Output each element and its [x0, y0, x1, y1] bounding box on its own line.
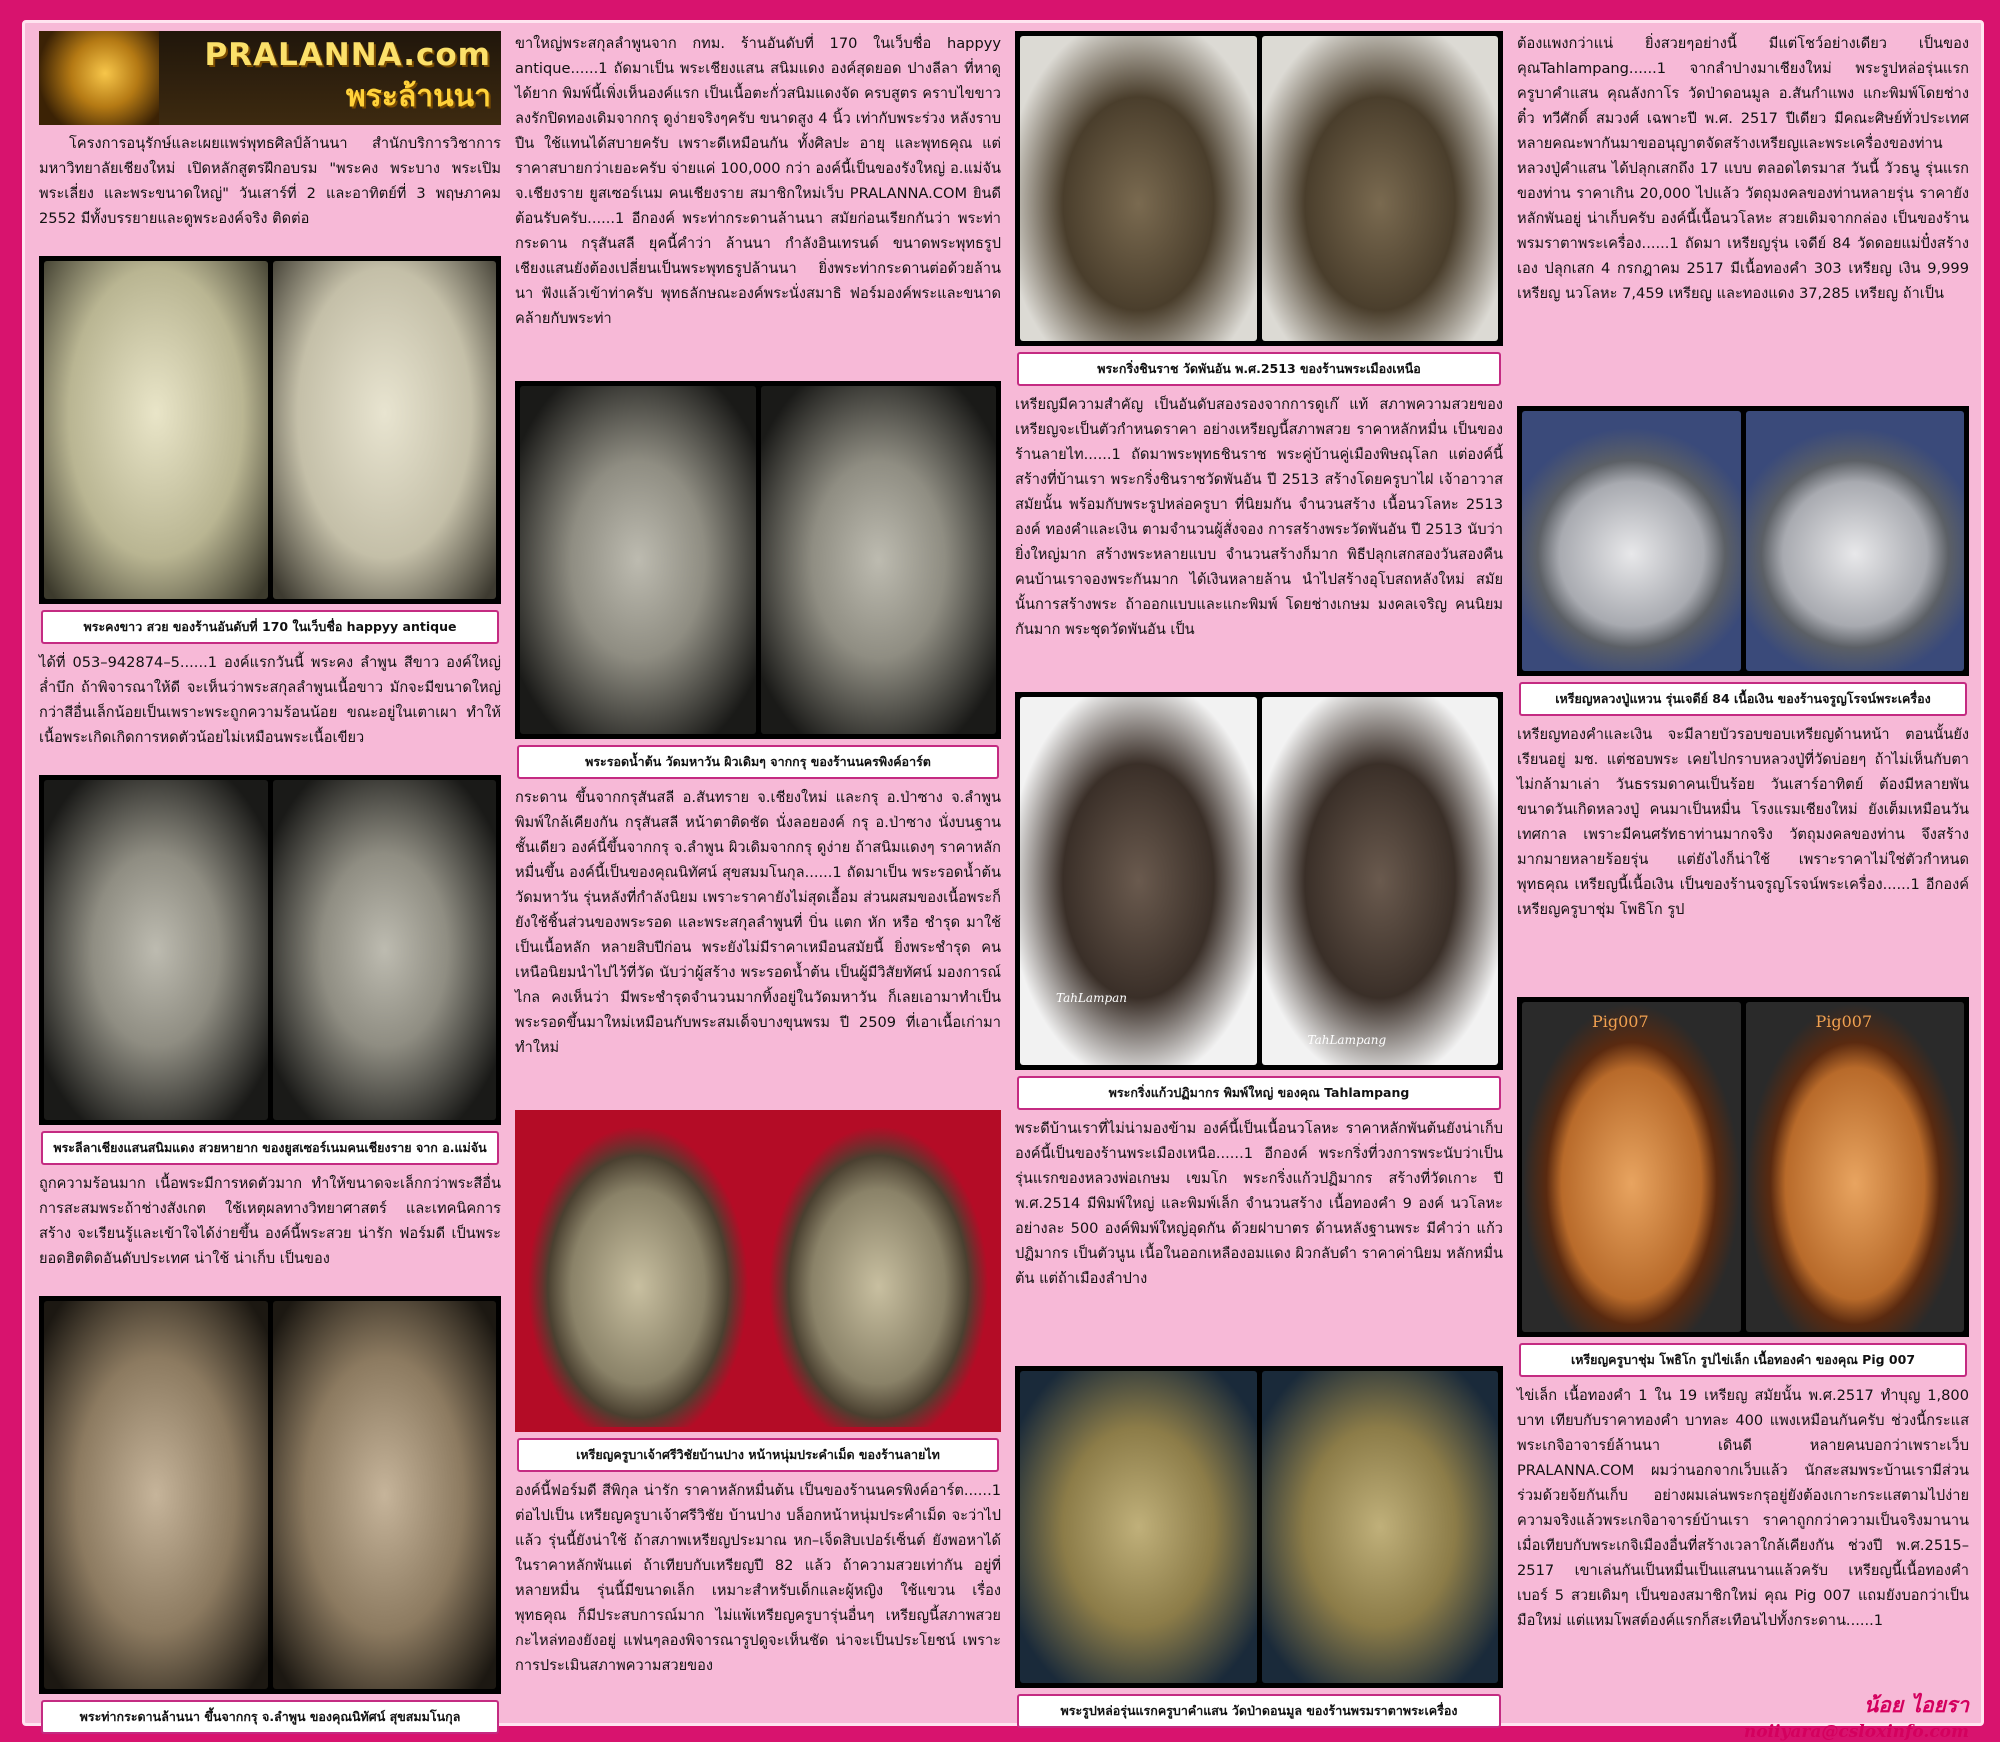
article-paragraph: ขาใหญ่พระสกุลลำพูนจาก กทม. ร้านอันดับที่ 170 ในเว็บชื่อ happyy antique......1 ถัดมาเป็น พระเชียงแสน สนิมแดง องค์สุดยอด ปางลีลา ที่หาดูได้ยาก พิมพ์นี้เพิ่งเห็นองค์แรก เป็นเนื้อตะกั่วสนิมแดงจัด ครบสูตร คราบไขขาว ลงรักปิดทองเดิมจากกรุ ดูง่ายจริงๆครับ ขนาดสูง 4 นิ้ว เท่ากับพระร่วง หลังราบปืน ใช้แทนได้สบายครับ เพราะดีเหมือนกัน ทั้งศิลปะ อายุ และพุทธคุณ แต่ราคาสบายกว่าเยอะครับ จ่ายแค่ 100,000 กว่า องค์นี้เป็นของรังใหญ่ อ.แม่จัน จ.เชียงราย ยูสเซอร์เนม คนเชียงราย สมาชิกใหม่เว็บ PRALANNA.COM ยินดีต้อนรับครับ......1 อีกองค์ พระท่ากระดานล้านนา สมัยก่อนเรียกกันว่า พระท่ากระดาน กรุสันสลี ยุคนี้คำว่า ล้านนา กำลังอินเทรนด์ ขนาดพระพุทธรูปเชียงแสนยังต้องเปลี่ยนเป็นพระพุทธรูปล้านนา ยิ่งพระท่ากระดานต่อด้วยล้านนา ฟังแล้วเข้าท่าครับ พุทธลักษณะองค์พระนั่งสมาธิ ฟอร์มองค์พระและขนาดคล้ายกับพระท่า — [515, 35, 1001, 327]
amulet-front-image — [520, 386, 756, 734]
caption-phra-kring-kaew: พระกริ่งแก้วปฏิมากร พิมพ์ใหญ่ ของคุณ Tahlampang — [1017, 1076, 1501, 1110]
photo-luang-pu-waen-coin — [1517, 406, 1969, 676]
logo-title: PRALANNA.com — [204, 36, 491, 73]
amulet-front-image — [1020, 36, 1257, 341]
amulet-side-image — [273, 780, 497, 1120]
coin-front-image — [1522, 411, 1741, 671]
photo-phra-kring-chinnarat — [1015, 31, 1503, 346]
watermark: Pig007 — [1592, 1012, 1649, 1031]
amulet-front-image — [1020, 697, 1257, 1065]
caption-phra-tha-kradan: พระท่ากระดานล้านนา ขึ้นจากกรุ จ.ลำพูน ของคุณนิทัศน์ สุขสมมโนกุล — [41, 1700, 499, 1734]
article-paragraph: เหรียญมีความสำคัญ เป็นอันดับสองรองจากการดูเก๊ แท้ สภาพความสวยของเหรียญจะเป็นตัวกำหนดราคา อย่างเหรียญนี้สภาพสวย ราคาหลักหมื่น เป็นของร้านลายไท......1 ถัดมาพระพุทธชินราช พระคู่บ้านคู่เมืองพิษณุโลก แต่องค์นี้สร้างที่บ้านเรา พระกริ่งชินราชวัดพันอัน ปี 2513 สร้างโดยครูบาไฝ เจ้าอาวาสสมัยนั้น พร้อมกับพระรูปหล่อครูบา ที่นิยมกัน จำนวนสร้าง เนื้อนวโลหะ 2513 องค์ ทองคำและเงิน ตามจำนวนผู้สั่งจอง การสร้างพระวัดพันอัน ปี 2513 นับว่ายิ่งใหญ่มาก สร้างพระหลายแบบ จำนวนสร้างก็มาก พิธีปลุกเสกสองวันสองคืน คนบ้านเราจองพระกันมาก ได้เงินหลายล้าน นำไปสร้างอุโบสถหลังใหม่ สมัยนั้นการสร้างพระ ถ้าออกแบบและแกะพิมพ์ โดยช่างเกษม มงคลเจริญ คนนิยมกันมาก พระชุดวัดพันอัน เป็น — [1015, 396, 1503, 638]
caption-luang-pu-waen-coin: เหรียญหลวงปู่แหวน รุ่นเจดีย์ 84 เนื้อเงิน ของร้านจรูญโรจน์พระเครื่อง — [1519, 682, 1967, 716]
article-paragraph: ถูกความร้อนมาก เนื้อพระมีการหดตัวมาก ทำให้ขนาดจะเล็กกว่าพระสีอื่น การสะสมพระถ้าช่างสังเกต ใช้เหตุผลทางวิทยาศาสตร์ และเทคนิคการสร้าง จะเรียนรู้และเข้าใจได้ง่ายขึ้น องค์นี้พระสวย น่ารัก ฟอร์มดี เป็นพระยอดฮิตติดอันดับประเทศ น่าใช้ น่าเก็บ เป็นของ — [39, 1175, 501, 1267]
article-paragraph: องค์นี้ฟอร์มดี สีพิกุล น่ารัก ราคาหลักหมื่นต้น เป็นของร้านนครพิงค์อาร์ต......1 ต่อไปเป็น เหรียญครูบาเจ้าศรีวิชัย บ้านปาง บล็อกหน้าหนุ่มประคำเม็ด จะว่าไปแล้ว รุ่นนี้ยังน่าใช้ ถ้าสภาพเหรียญประมาณ หก–เจ็ดสิบเปอร์เซ็นต์ ยังพอหาได้ในราคาหลักพันแต่ ถ้าเทียบกับเหรียญปี 82 แล้ว ถ้าความสวยเท่ากัน อยู่ที่หลายหมื่น รุ่นนี้มีขนาดเล็ก เหมาะสำหรับเด็กและผู้หญิง ใช้แขวน เรื่องพุทธคุณ ก็มีประสบการณ์มาก ไม่แพ้เหรียญครูบารุ่นอื่นๆ เหรียญนี้สภาพสวยกะไหล่ทองยังอยู่ แฟนๆลองพิจารณารูปดูจะเห็นชัด น่าจะเป็นประโยชน์ เพราะการประเมินสภาพความสวยของ — [515, 1482, 1001, 1674]
amulet-back-image — [273, 261, 497, 599]
photo-phra-tha-kradan — [39, 1296, 501, 1694]
author-email: noiiyara@csloxinfo.com — [1743, 1722, 1969, 1742]
caption-kruba-chum-coin: เหรียญครูบาชุ่ม โพธิโก รูปไข่เล็ก เนื้อทองคำ ของคุณ Pig 007 — [1519, 1343, 1967, 1377]
column-3 — [1015, 31, 1503, 1718]
buddha-statue-image — [39, 31, 159, 125]
coin-back-image — [1746, 1002, 1965, 1332]
coin-back-image — [761, 1115, 997, 1427]
caption-phra-kring-chinnarat: พระกริ่งชินราช วัดพันอัน พ.ศ.2513 ของร้านพระเมืองเหนือ — [1017, 352, 1501, 386]
article-paragraph: เหรียญทองคำและเงิน จะมีลายบัวรอบขอบเหรียญด้านหน้า ตอนนั้นยังเรียนอยู่ มช. แต่ชอบพระ เคยไปกราบหลวงปู่ที่วัดบ่อยๆ ถ้าไม่เห็นกับตา ไม่กล้ามาเล่า วันธรรมดาคนเป็นร้อย วันเสาร์อาทิตย์ ต้องมีหลายพัน ขนาดวันเกิดหลวงปู่ คนมาเป็นหมื่น โรงแรมเชียงใหม่ ยังเต็มเหมือนวันเทศกาล เพราะมีคนศรัทธาท่านมากจริง วัตถุมงคลของท่าน จึงสร้างมากมายหลายร้อยรุ่น แต่ยังไงก็น่าใช้ เพราะราคาไม่ใช่ตัวกำหนดพุทธคุณ เหรียญนี้เนื้อเงิน เป็นของร้านจรูญโรจน์พระเครื่อง......1 อีกองค์ เหรียญครูบาชุ่ม โพธิโก รูป — [1517, 726, 1969, 918]
amulet-back-image — [1262, 697, 1499, 1065]
statue-front-image — [1020, 1371, 1257, 1683]
watermark: TahLampang — [1307, 1033, 1387, 1047]
coin-front-image — [520, 1115, 756, 1427]
photo-phra-rod — [515, 381, 1001, 739]
author-name: น้อย ไอยรา — [1863, 1692, 1969, 1717]
pralanna-logo — [39, 31, 501, 125]
intro-paragraph: โครงการอนุรักษ์และเผยแพร่พุทธศิลป์ล้านนา สำนักบริการวิชาการมหาวิทยาลัยเชียงใหม่ เปิดหลักสูตรฝึกอบรม "พระคง พระบาง พระเปิม พระเลี่ยง และพระขนาดใหญ่" วันเสาร์ที่ 2 และอาทิตย์ที่ 3 พฤษภาคม 2552 มีทั้งบรรยายและดูพระองค์จริง ติดต่อ — [39, 135, 501, 227]
caption-phra-rod: พระรอดน้ำต้น วัดมหาวัน ผิวเดิมๆ จากกรุ ของร้านนครพิงค์อาร์ต — [517, 745, 999, 779]
amulet-back-image — [761, 386, 997, 734]
logo-subtitle: พระล้านนา — [345, 78, 491, 114]
photo-phra-khong — [39, 256, 501, 604]
column-1 — [39, 31, 501, 1724]
statue-back-image — [1262, 1371, 1499, 1683]
watermark: Pig007 — [1815, 1012, 1873, 1031]
photo-phra-lila — [39, 775, 501, 1125]
photo-kruba-chum-coin — [1517, 997, 1969, 1337]
article-paragraph: ได้ที่ 053–942874–5......1 องค์แรกวันนี้ พระคง ลำพูน สีขาว องค์ใหญ่ล่ำบึก ถ้าพิจารณาให้ดี จะเห็นว่าพระสกุลลำพูนเนื้อขาว มักจะมีขนาดใหญ่กว่าสีอื่นเล็กน้อยเป็นเพราะพระถูกความร้อนน้อย ขณะอยู่ในเตาเผา ทำให้เนื้อพระเกิดเกิดการหดตัวน้อยไม่เหมือนพระเนื้อเขียว — [39, 654, 501, 746]
magazine-page — [22, 20, 1984, 1742]
column-2 — [515, 31, 1001, 1715]
article-paragraph: กระดาน ขึ้นจากกรุสันสลี อ.สันทราย จ.เชียงใหม่ และกรุ อ.ป่าซาง จ.ลำพูน พิมพ์ใกล้เคียงกัน กรุสันสลี หน้าตาติดชัด นั่งลอยองค์ กรุ อ.ป่าซาง นั่งบนฐานชั้นเดียว องค์นี้ขึ้นจากกรุ จ.ลำพูน ผิวเดิมจากกรุ ดูง่าย ถ้าสนิมแดงๆ ราคาหลักหมื่นขึ้น องค์นี้เป็นของคุณนิทัศน์ สุขสมมโนกุล......1 ถัดมาเป็น พระรอดน้ำต้น วัดมหาวัน รุ่นหลังที่กำลังนิยม เพราะราคายังไม่สุดเอื้อม ส่วนผสมของเนื้อพระก็ยังใช้ชิ้นส่วนของพระรอด และพระสกุลลำพูนที่ บิ่น แตก หัก หรือ ชำรุด มาใช้เป็นเนื้อหลัก หลายสิบปีก่อน พระยังไม่มีราคาเหมือนสมัยนี้ ยิ่งพระชำรุด คนเหนือนิยมนำไปไว้ที่วัด นับว่าผู้สร้าง พระรอดน้ำต้น เป็นผู้มีวิสัยทัศน์ มองการณ์ไกล คงเห็นว่า มีพระชำรุดจำนวนมากทิ้งอยู่ในวัดมหาวัน ก็เลยเอามาทำเป็นพระรอดขึ้นมาใหม่เหมือนกับพระสมเด็จบางขุนพรม ปี 2509 ที่เอาเนื้อเก่ามาทำใหม่ — [515, 789, 1001, 1056]
article-paragraph: ไข่เล็ก เนื้อทองคำ 1 ใน 19 เหรียญ สมัยนั้น พ.ศ.2517 ทำบุญ 1,800 บาท เทียบกับราคาทองคำ บาทละ 400 แพงเหมือนกันครับ ช่วงนี้กระแสพระเกจิอาจารย์ล้านนา เดินดี หลายคนบอกว่าเพราะเว็บ PRALANNA.COM ผมว่านอกจากเว็บแล้ว นักสะสมพระบ้านเรามีส่วนร่วมด้วยจ้ยกันเก็บ อย่างผมเล่นพระกรุอยู่ยังต้องเกาะกระแสตามไปง่าย ความจริงแล้วพระเกจิอาจารย์บ้านเรา ราคาถูกกว่าความเป็นจริงมานาน เมื่อเทียบกับพระเกจิเมืองอื่นที่สร้างเวลาใกล้เคียงกัน ช่วงปี พ.ศ.2515–2517 เขาเล่นกันเป็นหมื่นเป็นแสนนานแล้วครับ เหรียญนี้เนื้อทองคำ เบอร์ 5 สวยเดิมๆ เป็นของสมาชิกใหม่ คุณ Pig 007 แถมยังบอกว่าเป็นมือใหม่ แต่แหมโพสต์องค์แรกก็สะเทือนไปทั้งกระดาน......1 — [1517, 1387, 1969, 1629]
coin-front-image — [1522, 1002, 1741, 1332]
photo-kruba-kamsaen-statue — [1015, 1366, 1503, 1688]
amulet-back-image — [273, 1301, 497, 1689]
column-4 — [1517, 31, 1969, 1742]
amulet-front-image — [44, 780, 268, 1120]
coin-back-image — [1746, 411, 1965, 671]
amulet-front-image — [44, 1301, 268, 1689]
article-paragraph: พระดีบ้านเราที่ไม่น่ามองข้าม องค์นี้เป็นเนื้อนวโลหะ ราคาหลักพันต้นยังน่าเก็บ องค์นี้เป็นของร้านพระเมืองเหนือ......1 อีกองค์ พระกริ่งที่วงการพระนับว่าเป็นรุ่นแรกของหลวงพ่อเกษม เขมโก พระกริ่งแก้วปฏิมากร สร้างที่วัดเกาะ ปี พ.ศ.2514 มีพิมพ์ใหญ่ และพิมพ์เล็ก จำนวนสร้าง เนื้อทองคำ 9 องค์ นวโลหะ อย่างละ 500 องค์พิมพ์ใหญ่อุดกัน ด้วยฝาบาตร ด้านหลังฐานพระ มีคำว่า แก้ว ปฏิมากร เป็นตัวนูน เนื้อในออกเหลืองอมแดง ผิวกลับดำ ราคาค่านิยม หลักหมื่นต้น แต่ถ้าเมืองลำปาง — [1015, 1120, 1503, 1287]
caption-kruba-kamsaen-statue: พระรูปหล่อรุ่นแรกครูบาคำแสน วัดป่าดอนมูล ของร้านพรมราตาพระเครื่อง — [1017, 1694, 1501, 1728]
photo-phra-kring-kaew — [1015, 692, 1503, 1070]
article-paragraph: ต้องแพงกว่าแน่ ยิ่งสวยๆอย่างนี้ มีแต่โชว์อย่างเดียว เป็นของคุณTahlampang......1 จากลำปางมาเชียงใหม่ พระรูปหล่อรุ่นแรก ครูบาคำแสน คุณลังกาโร วัดป่าดอนมูล อ.สันกำแพง แกะพิมพ์โดยช่างติ๋ว ทวีศักดิ์ สมวงศ์ เฉพาะปี พ.ศ. 2517 ปีเดียว มีคณะศิษย์ทั่วประเทศหลายคณะพากันมาขออนุญาตจัดสร้างเหรียญและพระเครื่องของท่าน หลวงปู่คำแสน ได้ปลุกเสกถึง 17 แบบ ตลอดไตรมาส วันนี้ วัวธนู รุ่นแรกของท่าน ราคาเกิน 20,000 ไปแล้ว วัตถุมงคลของท่านหลายรุ่น ราคายังหลักพันอยู่ น่าเก็บครับ องค์นี้เนื้อนวโลหะ สวยเดิมจากกล่อง เป็นของร้านพรมราตาพระเครื่อง......1 ถัดมา เหรียญรุ่น เจดีย์ 84 วัดดอยแม่ปั๋งสร้างเอง ปลุกเสก 4 กรกฎาคม 2517 มีเนื้อทองคำ 303 เหรียญ เงิน 9,999 เหรียญ นวโลหะ 7,459 เหรียญ และทองแดง 37,285 เหรียญ ถ้าเป็น — [1517, 35, 1969, 302]
caption-phra-lila: พระลีลาเชียงแสนสนิมแดง สวยหายาก ของยูสเซอร์เนมคนเชียงราย จาก อ.แม่จัน — [41, 1131, 499, 1165]
amulet-back-image — [1262, 36, 1499, 341]
photo-kruba-srivichai-coin — [515, 1110, 1001, 1432]
amulet-front-image — [44, 261, 268, 599]
caption-phra-khong: พระคงขาว สวย ของร้านอันดับที่ 170 ในเว็บชื่อ happyy antique — [41, 610, 499, 644]
watermark: TahLampan — [1056, 991, 1128, 1005]
caption-kruba-srivichai-coin: เหรียญครูบาเจ้าศรีวิชัยบ้านปาง หน้าหนุ่มประคำเม็ด ของร้านลายไท — [517, 1438, 999, 1472]
